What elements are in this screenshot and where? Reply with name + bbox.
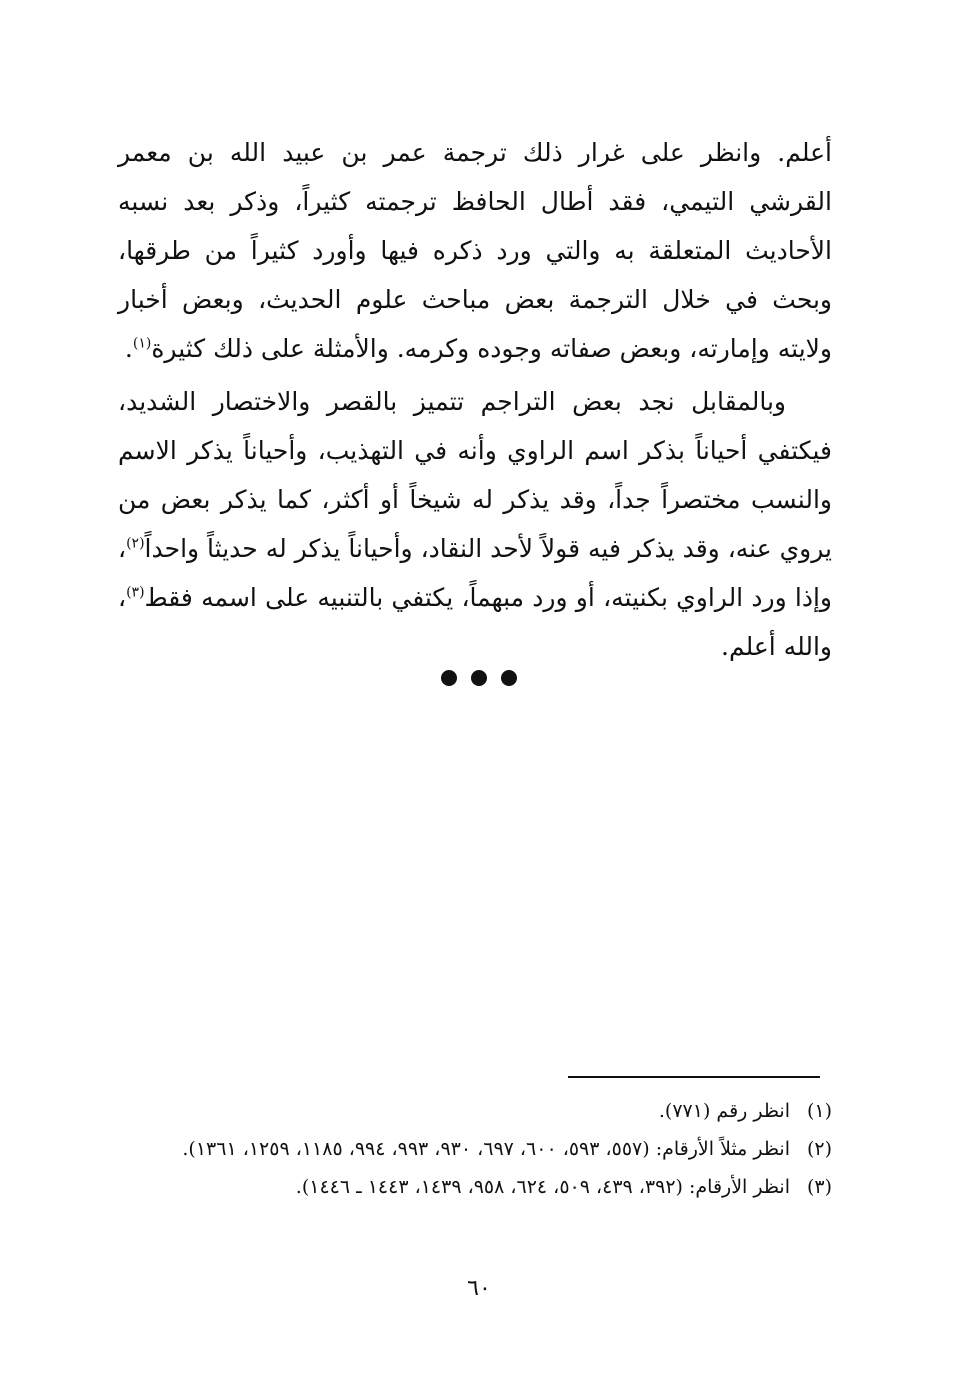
paragraph-1-end: . — [124, 334, 133, 363]
footnote-number: (١) — [806, 1100, 832, 1122]
paragraph-2-part-c: ، والله أعلم. — [118, 583, 832, 661]
page-number: ٦٠ — [467, 1276, 491, 1301]
footnote-1 — [72, 1092, 832, 1130]
separator-dot-icon — [501, 670, 517, 686]
separator-dot-icon — [471, 670, 487, 686]
footnote-2 — [72, 1130, 832, 1168]
body-paragraph-2 — [118, 377, 832, 671]
footnote-reference-1: (١) — [132, 335, 152, 352]
footnote-text: انظر رقم (٧٧١). — [658, 1100, 790, 1122]
footnote-text: انظر الأرقام: (٣٩٢، ٤٣٩، ٥٠٩، ٦٢٤، ٩٥٨، ١٤٣٩، ١٤٤٣ ـ ١٤٤٦). — [295, 1176, 790, 1198]
footnote-divider — [568, 1076, 820, 1078]
footnote-number: (٢) — [806, 1138, 832, 1160]
separator-dot-icon — [441, 670, 457, 686]
section-separator — [0, 670, 958, 686]
footnotes — [72, 1092, 832, 1206]
body-paragraph-1 — [118, 128, 832, 373]
footnote-text: انظر مثلاً الأرقام: (٥٥٧، ٥٩٣، ٦٠٠، ٦٩٧، ٩٣٠، ٩٩٣، ٩٩٤، ١١٨٥، ١٢٥٩، ١٣٦١). — [182, 1138, 790, 1160]
footnote-reference-2: (٢) — [126, 535, 145, 552]
footnote-number: (٣) — [806, 1176, 832, 1198]
footnote-reference-3: (٣) — [126, 584, 145, 601]
paragraph-1-text: أعلم. وانظر على غرار ذلك ترجمة عمر بن عبيد الله بن معمر القرشي التيمي، فقد أطال الحافظ ترجمته كثيراً، وذكر بعد نسبه الأحاديث المتعلقة به والتي ورد ذكره فيها وأورد كثيراً من طرقها، وبحث في خلال الترجمة بعض مباحث علوم الحديث، وبعض أخبار ولايته وإمارته، وبعض صفاته وجوده وكرمه. والأمثلة على ذلك كثيرة — [118, 138, 832, 363]
footnote-3 — [72, 1168, 832, 1206]
paragraph-2-part-b: ، وإذا ورد الراوي بكنيته، أو ورد مبهماً، يكتفي بالتنبيه على اسمه فقط — [118, 534, 832, 612]
paragraph-2-part-a: وبالمقابل نجد بعض التراجم تتميز بالقصر والاختصار الشديد، فيكتفي أحياناً بذكر اسم الراوي وأنه في التهذيب، وأحياناً يذكر الاسم والنسب مختصراً جداً، وقد يذكر له شيخاً أو أكثر، كما يذكر بعض من يروي عنه، وقد يذكر فيه قولاً لأحد النقاد، وأحياناً يذكر له حديثاً واحداً — [118, 387, 832, 563]
